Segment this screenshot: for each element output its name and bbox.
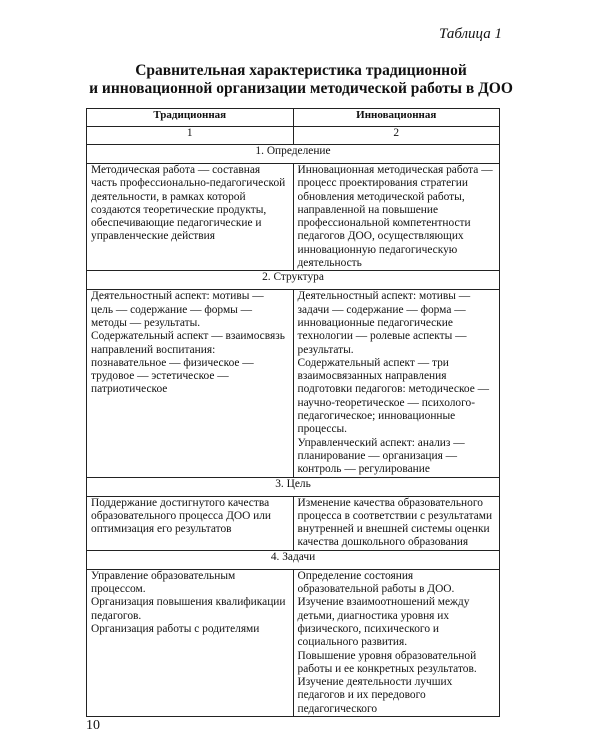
col-header-innovative: Инновационная [293, 109, 500, 127]
section-header-row [87, 145, 500, 164]
tasks-traditional-item: Организация работы с родителями [91, 622, 260, 635]
section-title-tasks: 4. Задачи [87, 550, 500, 569]
table-label: Таблица 1 [439, 26, 502, 42]
section-header-row [87, 550, 500, 569]
comparison-table [86, 108, 500, 717]
tasks-traditional [87, 569, 294, 716]
tasks-traditional-item: Организация повышения квалификации педагогов. [91, 596, 286, 622]
goal-innovative: Изменение качества образовательного процесса в соответствии с результатами внутренней и внешней системы оценки качества дошкольного образования [293, 496, 500, 550]
col-number-1: 1 [87, 127, 294, 145]
table-row [87, 496, 500, 550]
tasks-innovative [293, 569, 500, 716]
title-line-1: Сравнительная характеристика традиционной [135, 62, 467, 79]
structure-innovative-item: Управленческий аспект: анализ — планирование — организация — контроль — регулирование [297, 436, 465, 476]
table-row [87, 290, 500, 477]
definition-innovative: Инновационная методическая работа — процесс проектирования стратегии обновления методической работы, направленной на повышение профессиональной компетентности педагогов ДОО, осуществляющих инновационную педагогическую деятельность [293, 164, 500, 271]
structure-traditional-item: Содержательный аспект — взаимосвязь направлений воспитания: познавательное — физическое — трудовое — эстетическое — патриотическое [91, 330, 285, 396]
page-title [86, 62, 516, 98]
section-title-goal: 3. Цель [87, 477, 500, 496]
tasks-innovative-item: Изучение взаимоотношений между детьми, диагностика уровня их физического, психического и социального развития. [297, 596, 470, 649]
number-row [87, 127, 500, 145]
definition-traditional: Методическая работа — составная часть профессионально-педагогической деятельности, в рамках которой создаются теоретические продукты, обеспечивающие педагогические и управленческие действия [87, 164, 294, 271]
tasks-traditional-item: Управление образовательным процессом. [91, 569, 236, 596]
header-row [87, 109, 500, 127]
structure-innovative [293, 290, 500, 477]
section-title-definition: 1. Определение [87, 145, 500, 164]
table-row [87, 164, 500, 271]
section-title-structure: 2. Структура [87, 271, 500, 290]
section-header-row [87, 271, 500, 290]
tasks-innovative-item: Определение состояния образовательной работы в ДОО. [297, 569, 455, 596]
structure-innovative-item: Содержательный аспект — три взаимосвязанных направления подготовки педагогов: методическое — научно-теоретическое — психолого-педагогическое; инновационные процессы. [297, 356, 490, 436]
col-number-2: 2 [293, 127, 500, 145]
col-header-traditional: Традиционная [87, 109, 294, 127]
page-number: 10 [86, 718, 100, 733]
structure-traditional [87, 290, 294, 477]
tasks-innovative-item: Повышение уровня образовательной работы и ее конкретных результатов. [297, 649, 477, 675]
goal-traditional: Поддержание достигнутого качества образовательного процесса ДОО или оптимизация его результатов [87, 496, 294, 550]
structure-traditional-item: Деятельностный аспект: мотивы — цель — содержание — формы — методы — результаты. [91, 290, 264, 329]
section-header-row [87, 477, 500, 496]
tasks-innovative-item: Изучение деятельности лучших педагогов и их передового педагогического [297, 676, 453, 715]
title-line-2: и инновационной организации методической работы в ДОО [89, 80, 513, 97]
table-row [87, 569, 500, 716]
structure-innovative-item: Деятельностный аспект: мотивы — задачи — содержание — форма — инновационные педагогические технологии — ролевые аспекты — результаты. [297, 290, 471, 356]
